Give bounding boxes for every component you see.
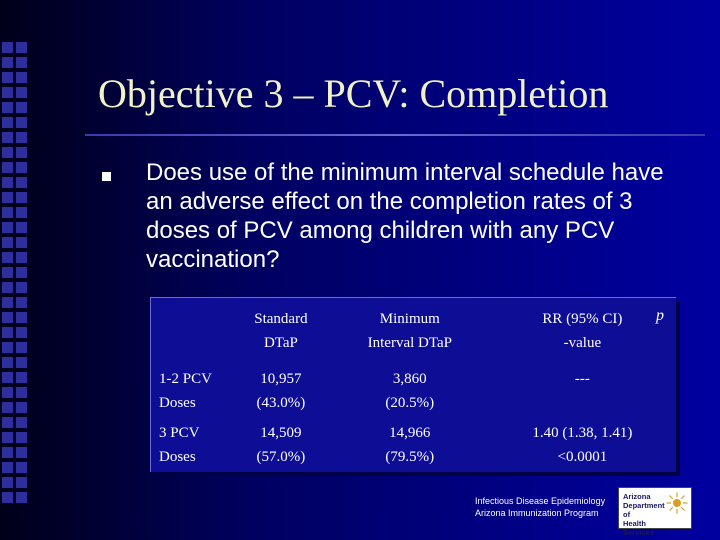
- decor-squares: [2, 42, 28, 512]
- header-standard: [231, 298, 331, 364]
- decor-square: [2, 462, 13, 473]
- footer-credit: [475, 495, 620, 519]
- decor-square: [2, 342, 13, 353]
- decor-square: [16, 402, 27, 413]
- decor-square: [16, 87, 27, 98]
- decor-square: [2, 252, 13, 263]
- decor-square: [2, 132, 13, 143]
- logo-line2: Department of: [623, 501, 665, 519]
- decor-square: [2, 207, 13, 218]
- decor-square: [2, 87, 13, 98]
- cell-minimum-pct: (79.5%): [385, 449, 435, 465]
- header-p: p: [656, 307, 664, 324]
- question-text: Does use of the minimum interval schedule have an adverse effect on the completion rates of 3 doses of PCV among children with any PCV vaccination?: [146, 159, 664, 273]
- table-row: [151, 418, 676, 472]
- header-rr: [489, 298, 676, 364]
- decor-square: [16, 492, 27, 503]
- decor-square: [16, 282, 27, 293]
- header-standard-line1: Standard: [254, 311, 308, 327]
- slide-title: Objective 3 – PCV: Completion: [98, 71, 609, 116]
- decor-square: [2, 477, 13, 488]
- decor-square: [16, 327, 27, 338]
- decor-square: [16, 477, 27, 488]
- header-minimum-line2: Interval DTaP: [367, 335, 452, 351]
- header-rr-line1: RR (95% CI): [542, 311, 623, 327]
- row-label-line2: Doses: [159, 395, 196, 411]
- cell-rr-value: 1.40 (1.38, 1.41): [532, 425, 633, 441]
- decor-square: [2, 357, 13, 368]
- footer-line2: Arizona Immunization Program: [475, 508, 599, 518]
- cell-standard: [231, 364, 331, 418]
- cell-minimum-count: 14,966: [389, 425, 431, 441]
- decor-square: [16, 42, 27, 53]
- decor-square: [16, 462, 27, 473]
- decor-square: [2, 102, 13, 113]
- decor-square: [2, 417, 13, 428]
- decor-square: [16, 72, 27, 83]
- cell-rr: [489, 364, 676, 418]
- cell-rr: [489, 418, 676, 472]
- decor-square: [2, 432, 13, 443]
- decor-square: [2, 162, 13, 173]
- decor-square: [2, 42, 13, 53]
- decor-square: [2, 237, 13, 248]
- cell-standard-count: 10,957: [260, 371, 302, 387]
- header-rr-line2: -value: [563, 335, 602, 351]
- decor-square: [16, 207, 27, 218]
- decor-square: [16, 177, 27, 188]
- cell-minimum-count: 3,860: [392, 371, 427, 387]
- decor-square: [16, 147, 27, 158]
- decor-square: [2, 372, 13, 383]
- adhs-logo: [618, 487, 692, 537]
- decor-square: [2, 222, 13, 233]
- header-minimum-line1: Minimum: [379, 311, 440, 327]
- decor-square: [2, 117, 13, 128]
- cell-standard-pct: (57.0%): [256, 449, 306, 465]
- decor-square: [16, 117, 27, 128]
- row-label-line2: Doses: [159, 449, 196, 465]
- cell-minimum-pct: (20.5%): [385, 395, 435, 411]
- decor-square: [2, 297, 13, 308]
- decor-square: [16, 237, 27, 248]
- row-label-line1: 1-2 PCV: [159, 371, 212, 387]
- decor-square: [2, 387, 13, 398]
- decor-square: [16, 372, 27, 383]
- decor-square: [16, 132, 27, 143]
- logo-line3: Health Services: [623, 519, 654, 537]
- cell-rr-value: ---: [574, 371, 590, 387]
- decor-square: [16, 342, 27, 353]
- decor-square: [16, 192, 27, 203]
- decor-square: [2, 72, 13, 83]
- square-bullet-icon: [102, 172, 111, 181]
- decor-square: [2, 312, 13, 323]
- decor-square: [2, 267, 13, 278]
- title-divider: [85, 134, 705, 136]
- decor-square: [16, 432, 27, 443]
- decor-square: [16, 297, 27, 308]
- decor-square: [2, 57, 13, 68]
- row-label: [151, 364, 231, 418]
- cell-p-value: [489, 391, 676, 415]
- footer-line1: Infectious Disease Epidemiology: [475, 496, 606, 506]
- decor-square: [2, 402, 13, 413]
- table-row: [151, 364, 676, 418]
- cell-minimum: [331, 418, 489, 472]
- decor-square: [16, 312, 27, 323]
- cell-standard: [231, 418, 331, 472]
- left-decor-strip: [0, 0, 85, 540]
- sun-icon: [666, 492, 688, 514]
- header-standard-line2: DTaP: [263, 335, 298, 351]
- decor-square: [16, 447, 27, 458]
- table-header-row: [151, 298, 676, 364]
- decor-square: [16, 267, 27, 278]
- decor-square: [16, 387, 27, 398]
- row-label: [151, 418, 231, 472]
- cell-standard-count: 14,509: [260, 425, 302, 441]
- decor-square: [16, 57, 27, 68]
- row-label-line1: 3 PCV: [159, 425, 200, 441]
- decor-square: [2, 327, 13, 338]
- logo-text: [623, 492, 667, 537]
- decor-square: [16, 222, 27, 233]
- cell-standard-pct: (43.0%): [256, 395, 306, 411]
- decor-square: [2, 177, 13, 188]
- decor-square: [16, 417, 27, 428]
- cell-p-value: <0.0001: [557, 449, 608, 465]
- decor-square: [16, 102, 27, 113]
- decor-square: [16, 252, 27, 263]
- decor-square: [2, 282, 13, 293]
- cell-minimum: [331, 364, 489, 418]
- decor-square: [2, 492, 13, 503]
- header-empty-cell: [151, 298, 231, 364]
- header-minimum: [331, 298, 489, 364]
- results-table: [150, 297, 676, 472]
- decor-square: [2, 147, 13, 158]
- logo-line1: Arizona: [623, 492, 651, 501]
- decor-square: [2, 192, 13, 203]
- decor-square: [16, 162, 27, 173]
- decor-square: [16, 357, 27, 368]
- decor-square: [2, 447, 13, 458]
